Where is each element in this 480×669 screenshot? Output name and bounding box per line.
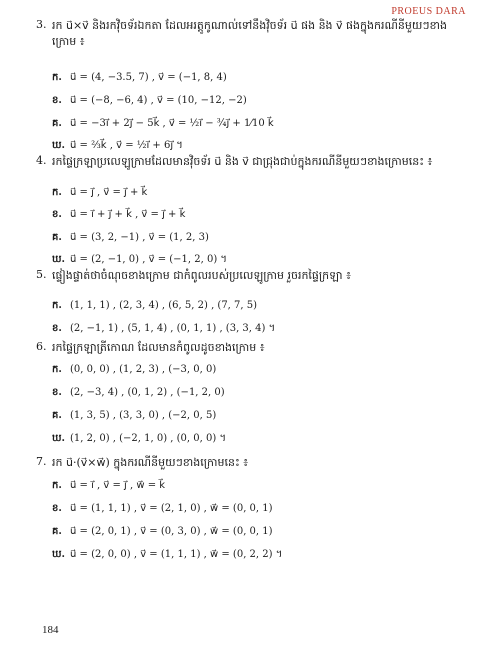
problem-text: រក u⃗×v⃗ និងរកវ៉ិចទ័រឯកតា ដែលអរត្តូកូណាល់ទៅនឹងវ៉ិចទ័រ u⃗ ផង និង v⃗ ផងក្នុងករណីនីមួយៗខាងក្រោម ៖ [52,19,448,48]
item-label: ខ. [52,209,62,220]
problem-text: រកផ្ទៃក្រឡាប្រលេឡូក្រាមដែលមានវ៉ិចទ័រ u⃗ និង v⃗ ជាជ្រុងជាប់ក្នុងករណីនីមួយៗខាងក្រោមនេះ ៖ [52,155,433,168]
problem-5 [36,268,460,284]
list-item [52,93,247,108]
problem-number: 4. [36,154,47,167]
problem-number: 7. [36,455,47,468]
list-item [52,362,216,377]
item-label: គ. [52,118,62,129]
item-expression: u⃗ = j⃗ , v⃗ = j⃗ + k⃗ [70,187,148,198]
list-item [52,321,275,336]
item-label: ក. [52,300,62,311]
page-header-brand: PROEUS DARA [391,6,466,17]
item-expression: u⃗ = −3i⃗ + 2j⃗ − 5k⃗ , v⃗ = ½i⃗ − ¾j⃗ + 1⁄10 k⃗ [70,118,274,129]
item-label: ឃ. [52,254,66,265]
item-expression: u⃗ = (1, 1, 1) , v⃗ = (2, 1, 0) , w⃗ = (0, 0, 1) [70,503,273,514]
item-expression: u⃗ = (2, 0, 0) , v⃗ = (1, 1, 1) , w⃗ = (0, 2, 2) ។ [70,549,283,560]
list-item [52,385,225,400]
item-label: ក. [52,72,62,83]
problem-7 [36,455,460,471]
item-label: ខ. [52,323,62,334]
item-label: ខ. [52,95,62,106]
problem-6 [36,340,460,356]
list-item [52,185,147,200]
list-item [52,70,227,85]
list-item [52,501,273,516]
item-expression: (2, −3, 4) , (0, 1, 2) , (−1, 2, 0) [70,387,225,398]
item-label: គ. [52,232,62,243]
item-label: គ. [52,526,62,537]
item-expression: (1, 2, 0) , (−2, 1, 0) , (0, 0, 0) ។ [70,433,227,444]
item-expression: u⃗ = ⅔k⃗ , v⃗ = ½i⃗ + 6j⃗ ។ [70,140,183,151]
item-label: ខ. [52,387,62,398]
list-item [52,207,185,222]
list-item [52,252,227,267]
item-label: ខ. [52,503,62,514]
problem-text: រក u⃗·(v⃗×w⃗) ក្នុងករណីនីមួយៗខាងក្រោមនេះ ៖ [52,456,249,469]
list-item [52,408,216,423]
item-expression: (0, 0, 0) , (1, 2, 3) , (−3, 0, 0) [70,364,217,375]
list-item [52,138,183,153]
item-expression: u⃗ = (2, 0, 1) , v⃗ = (0, 3, 0) , w⃗ = (0, 0, 1) [70,526,273,537]
item-expression: u⃗ = (4, −3.5, 7) , v⃗ = (−1, 8, 4) [70,72,227,83]
problem-text: ផ្ទៀងផ្ទាត់ថាចំណុចខាងក្រោម ជាកំពូលរបស់ប្រលេឡូក្រាម រួចរកផ្ទៃក្រឡា ៖ [52,269,351,282]
problem-number: 5. [36,268,47,281]
item-expression: (2, −1, 1) , (5, 1, 4) , (0, 1, 1) , (3, 3, 4) ។ [70,323,276,334]
item-label: ក. [52,364,62,375]
problem-number: 6. [36,340,47,353]
list-item [52,298,257,313]
item-expression: (1, 1, 1) , (2, 3, 4) , (6, 5, 2) , (7, 7, 5) [70,300,258,311]
item-expression: u⃗ = (−8, −6, 4) , v⃗ = (10, −12, −2) [70,95,247,106]
list-item [52,547,282,562]
item-label: គ. [52,410,62,421]
item-expression: u⃗ = i⃗ + j⃗ + k⃗ , v⃗ = j⃗ + k⃗ [70,209,186,220]
list-item [52,116,274,131]
problem-text: រកផ្ទៃក្រឡាត្រីកោណ ដែលមានកំពូលដូចខាងក្រោម ៖ [52,341,265,354]
item-label: ឃ. [52,549,66,560]
list-item [52,431,226,446]
page-number: 184 [42,624,59,636]
item-label: ក. [52,480,62,491]
list-item [52,524,273,539]
list-item [52,230,209,245]
item-expression: (1, 3, 5) , (3, 3, 0) , (−2, 0, 5) [70,410,217,421]
item-label: ក. [52,187,62,198]
item-label: ឃ. [52,140,66,151]
item-expression: u⃗ = (3, 2, −1) , v⃗ = (1, 2, 3) [70,232,209,243]
item-expression: u⃗ = (2, −1, 0) , v⃗ = (−1, 2, 0) ។ [70,254,228,265]
item-label: ឃ. [52,433,66,444]
problem-4 [36,154,460,170]
list-item [52,478,165,493]
problem-number: 3. [36,18,47,31]
problem-3 [36,18,460,50]
item-expression: u⃗ = i⃗ , v⃗ = j⃗ , w⃗ = k⃗ [70,480,166,491]
